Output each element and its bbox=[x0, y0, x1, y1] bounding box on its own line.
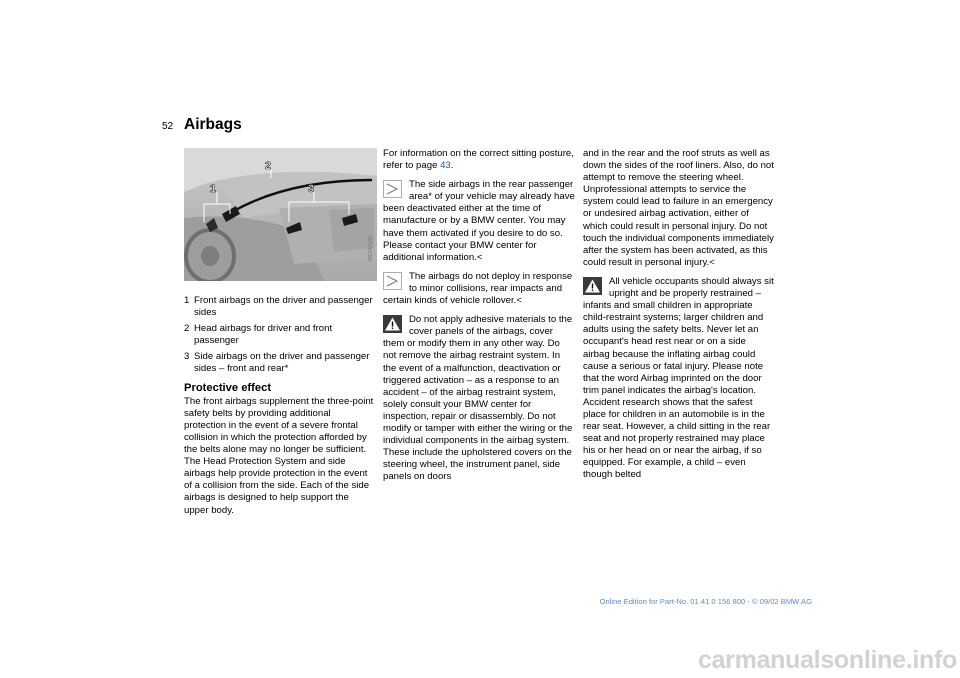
legend-item: 2 Head airbags for driver and front passenger bbox=[184, 323, 333, 347]
warning-icon bbox=[383, 315, 402, 333]
column-2 bbox=[383, 148, 575, 483]
section-heading: Protective effect bbox=[184, 381, 272, 394]
callout-1: 1 bbox=[210, 183, 217, 195]
warning-continuation: and in the rear and the roof struts as well as down the sides of the roof liners. Also, do not attempt to remove the steering wheel. Unprofessional attempts to service the system could lead to failure in an emergency or undesired airbag activation, either of which could result in personal injury. Do not touch the individual components immediately after the system has been activated, as this could result in personal injury.< bbox=[583, 148, 774, 268]
sitting-posture-reference: For information on the correct sitting posture, refer to page 43. bbox=[383, 148, 574, 172]
airbag-illustration bbox=[184, 148, 377, 281]
online-edition-footer: Online Edition for Part-No. 01 41 0 156 800 - © 09/02 BMW AG bbox=[599, 597, 812, 606]
accident-research-text: Accident research shows that the safest place for children in an automobile is in the rear seat. However, a child sitting in the rear seat and not properly restrained may place his or her head on or near the airbag, if so equipped. For example, a child – even though belted bbox=[583, 396, 771, 481]
page-link[interactable]: 43 bbox=[440, 160, 451, 172]
column-3 bbox=[583, 148, 775, 482]
site-watermark: carmanualsonline.info bbox=[697, 646, 957, 674]
page-number: 52 bbox=[162, 121, 174, 132]
warning-block: Do not apply adhesive materials to the cover panels of the airbags, cover them or modify them in any other way. Do not remove the airbag restraint system. In the event of a malfunction, deactivation or triggered activation – as a response to an accident – of the airbag restraint system, solely consult your BMW center for inspection, repair or disassembly. Do not modify or tamper with either the wiring or the individual components in the airbag system. These include the upholstered covers on the steering wheel, the instrument panel, side panels on doors bbox=[383, 314, 573, 483]
figure-legend bbox=[184, 295, 374, 376]
warning-block: All vehicle occupants should always sit upright and be properly restrained – infants and small children in appropriate child-restraint systems; larger children and adults using the safety belts. Never let an occupant's head rest near or on a side airbag because the inflating airbag could cause a serious or fatal injury. Please note that the word Airbag imprinted on the door trim panel indicates the airbag's location. bbox=[583, 275, 774, 396]
warning-icon bbox=[583, 277, 602, 295]
note-block: The side airbags in the rear passenger area* of your vehicle may already have been deactivated either at the time of manufacture or by a BMW center. You may have them activated if you desire to do so. Please contact your BMW center for additional information.< bbox=[383, 179, 575, 263]
callout-3: 3 bbox=[308, 183, 315, 195]
figure-code: WE1A0180 bbox=[368, 235, 374, 261]
legend-item: 3 Side airbags on the driver and passenger sides – front and rear* bbox=[184, 351, 370, 375]
note-icon bbox=[383, 180, 402, 198]
callout-2: 2 bbox=[265, 160, 272, 172]
note-icon bbox=[383, 272, 402, 290]
legend-item: 1 Front airbags on the driver and passenger sides bbox=[184, 295, 373, 319]
car-interior-drawing bbox=[184, 148, 377, 281]
page-title: Airbags bbox=[184, 116, 242, 133]
column-1 bbox=[184, 295, 374, 517]
protective-effect-text: The front airbags supplement the three-point safety belts by providing additional protection in the event of a severe frontal collision in which the protection afforded by the belts alone may no longer be sufficient. The Head Protection System and side airbags help provide protection in the event of a collision from the side. Each of the side airbags is designed to help support the upper body. bbox=[184, 395, 374, 516]
note-block: The airbags do not deploy in response to minor collisions, rear impacts and certain kinds of vehicle rollover.< bbox=[383, 270, 573, 307]
